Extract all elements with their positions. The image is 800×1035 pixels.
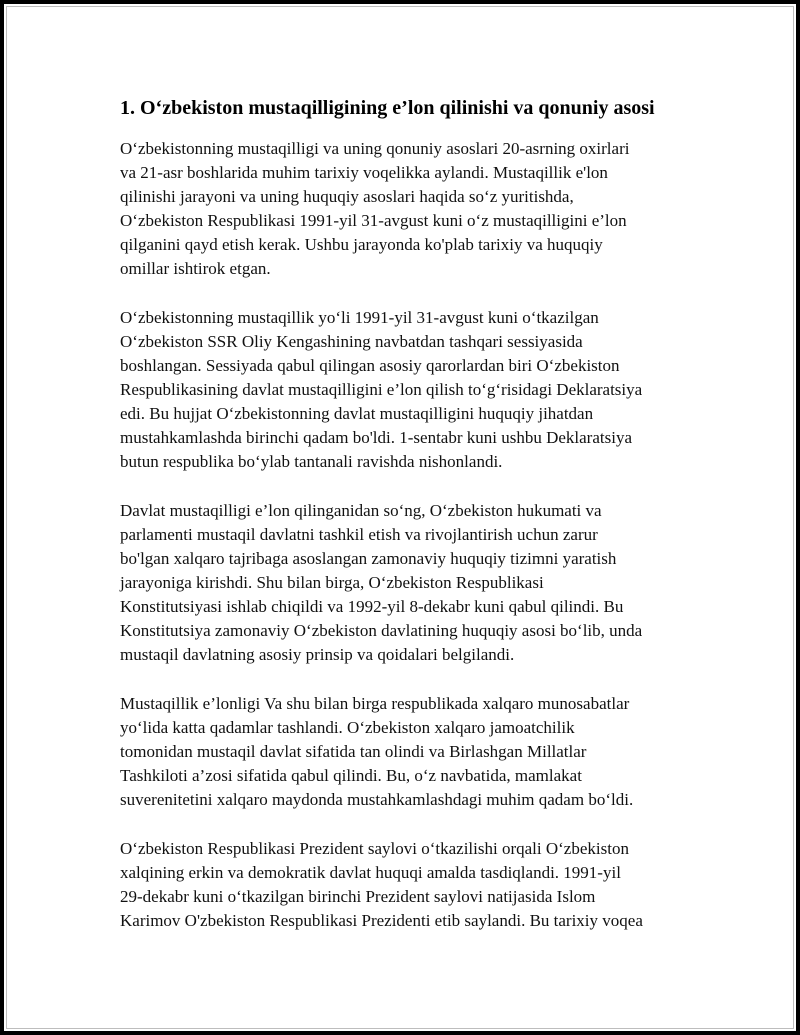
text-line: Konstitutsiyasi ishlab chiqildi va 1992-yil 8-dekabr kuni qabul qilindi. Bu xyxy=(120,597,624,616)
text-line: boshlangan. Sessiyada qabul qilingan asosiy qarorlardan biri O‘zbekiston xyxy=(120,356,620,375)
text-line: Karimov O'zbekiston Respublikasi Prezidenti etib saylandi. Bu tarixiy voqea xyxy=(120,911,643,930)
text-line: O‘zbekistonning mustaqilligi va uning qonuniy asoslari 20-asrning oxirlari xyxy=(120,139,630,158)
section-heading: 1. O‘zbekiston mustaqilligining e’lon qilinishi va qonuniy asosi xyxy=(120,97,655,119)
text-line: butun respublika bo‘ylab tantanali ravishda nishonlandi. xyxy=(120,452,503,471)
text-line: xalqining erkin va demokratik davlat huquqi amalda tasdiqlandi. 1991-yil xyxy=(120,863,621,882)
text-line: O‘zbekiston Respublikasi 1991-yil 31-avgust kuni o‘z mustaqilligini e’lon xyxy=(120,211,627,230)
paragraph-4 xyxy=(120,692,710,812)
text-line: qilinishi jarayoni va uning huquqiy asoslari haqida so‘z yuritishda, xyxy=(120,187,574,206)
text-line: edi. Bu hujjat O‘zbekistonning davlat mustaqilligini huquqiy jihatdan xyxy=(120,404,594,423)
text-line: jarayoniga kirishdi. Shu bilan birga, O‘zbekiston Respublikasi xyxy=(120,573,544,592)
text-line: Davlat mustaqilligi e’lon qilinganidan so‘ng, O‘zbekiston hukumati va xyxy=(120,501,602,520)
text-line: Tashkiloti a’zosi sifatida qabul qilindi. Bu, o‘z navbatida, mamlakat xyxy=(120,766,582,785)
text-line: O‘zbekiston Respublikasi Prezident saylovi o‘tkazilishi orqali O‘zbekiston xyxy=(120,839,629,858)
text-line: mustaqil davlatning asosiy prinsip va qoidalari belgilandi. xyxy=(120,645,515,664)
text-line: omillar ishtirok etgan. xyxy=(120,259,271,278)
text-line: Konstitutsiya zamonaviy O‘zbekiston davlatining huquqiy asosi bo‘lib, unda xyxy=(120,621,643,640)
text-line: bo'lgan xalqaro tajribaga asoslangan zamonaviy huquqiy tizimni yaratish xyxy=(120,549,617,568)
paragraph-2 xyxy=(120,306,710,474)
text-line: O‘zbekiston SSR Oliy Kengashining navbatdan tashqari sessiyasida xyxy=(120,332,583,351)
paragraph-3 xyxy=(120,499,710,667)
text-line: va 21-asr boshlarida muhim tarixiy voqelikka aylandi. Mustaqillik e'lon xyxy=(120,163,608,182)
text-line: qilganini qayd etish kerak. Ushbu jarayonda ko'plab tarixiy va huquqiy xyxy=(120,235,603,254)
paragraph-5 xyxy=(120,837,710,933)
text-line: tomonidan mustaqil davlat sifatida tan olindi va Birlashgan Millatlar xyxy=(120,742,587,761)
text-line: O‘zbekistonning mustaqillik yo‘li 1991-yil 31-avgust kuni o‘tkazilgan xyxy=(120,308,599,327)
document-body xyxy=(120,94,710,958)
text-line: parlamenti mustaqil davlatni tashkil etish va rivojlantirish uchun zarur xyxy=(120,525,598,544)
paragraph-1 xyxy=(120,137,710,281)
text-line: suverenitetini xalqaro maydonda mustahkamlashdagi muhim qadam bo‘ldi. xyxy=(120,790,634,809)
text-line: Respublikasining davlat mustaqilligini e’lon qilish to‘g‘risidagi Deklaratsiya xyxy=(120,380,643,399)
text-line: yo‘lida katta qadamlar tashlandi. O‘zbekiston xalqaro jamoatchilik xyxy=(120,718,575,737)
text-line: Mustaqillik e’lonligi Va shu bilan birga respublikada xalqaro munosabatlar xyxy=(120,694,630,713)
text-line: mustahkamlashda birinchi qadam bo'ldi. 1-sentabr kuni ushbu Deklaratsiya xyxy=(120,428,633,447)
text-line: 29-dekabr kuni o‘tkazilgan birinchi Prezident saylovi natijasida Islom xyxy=(120,887,596,906)
